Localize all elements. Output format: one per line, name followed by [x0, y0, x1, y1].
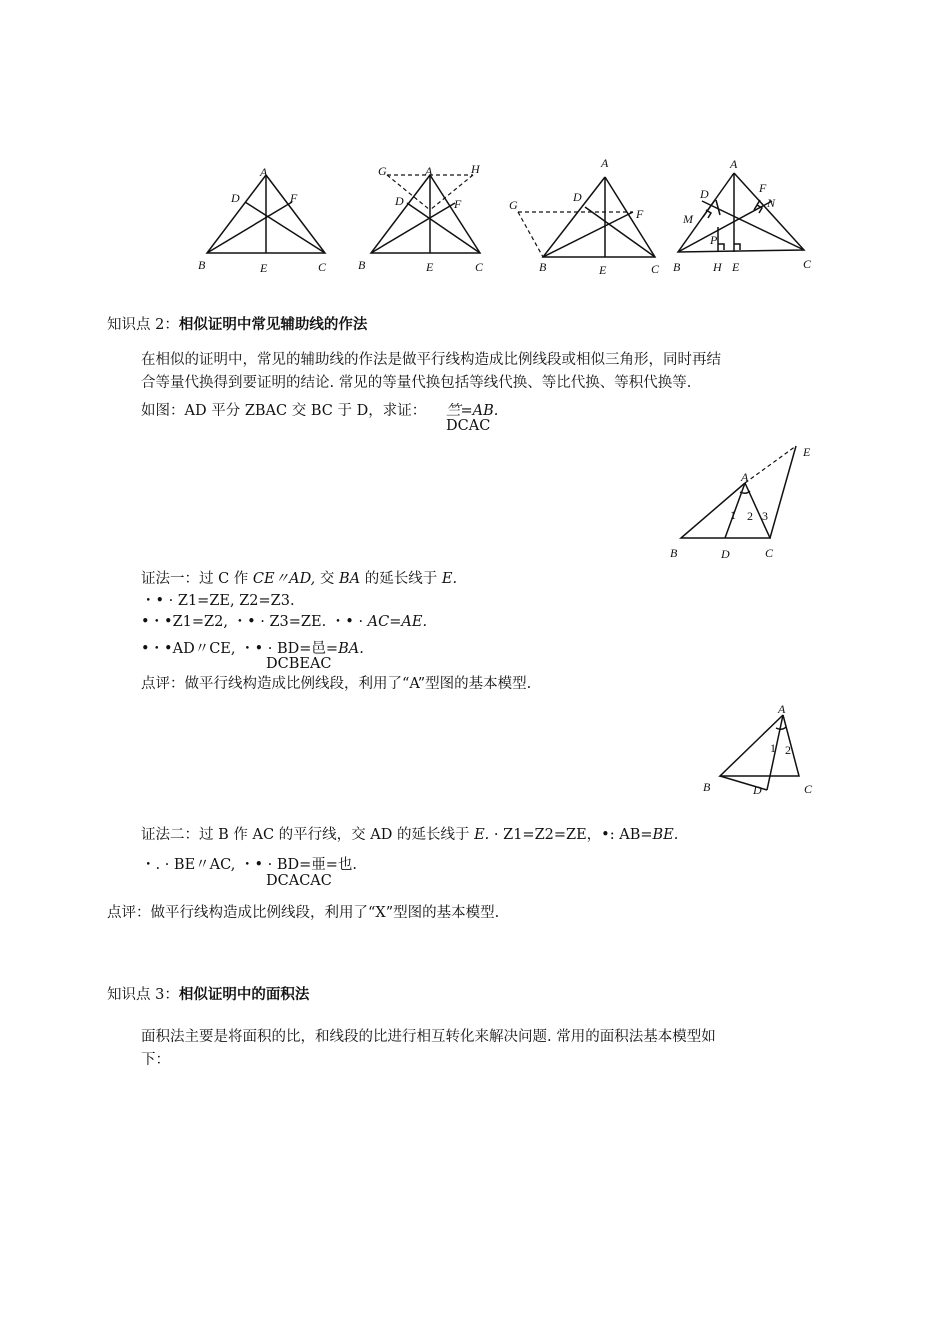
svg-text:H: H [471, 162, 480, 176]
svg-text:B: B [703, 780, 711, 794]
svg-text:C: C [651, 262, 660, 276]
figure-1-triangle-medians [195, 165, 345, 280]
svg-text:F: F [290, 191, 298, 205]
svg-text:A: A [260, 165, 268, 179]
svg-text:A: A [601, 156, 609, 170]
kp2-problem [141, 402, 426, 420]
method1-text-3: 的延长线于 [360, 571, 442, 587]
svg-text:C: C [804, 782, 813, 796]
svg-text:N: N [767, 196, 776, 210]
svg-text:B: B [198, 258, 206, 272]
svg-text:E: E [426, 260, 434, 274]
svg-text:E: E [260, 261, 268, 275]
figure-6-bisector-x-model [695, 700, 825, 820]
method1-line4-italic: BA. [338, 641, 364, 657]
svg-text:A: A [730, 157, 738, 171]
method1-line4-denominators: DCBEAC [266, 656, 332, 672]
method2-line2-denominators: DCACAC [266, 873, 332, 889]
kp2-intro-line2: 合等量代换得到要证明的结论. 常见的等量代换包括等线代换、等比代换、等积代换等. [141, 375, 692, 391]
svg-text:1: 1 [770, 741, 776, 755]
svg-text:G: G [378, 164, 387, 178]
svg-text:C: C [765, 546, 774, 560]
svg-text:P: P [710, 233, 718, 247]
svg-text:A: A [425, 164, 433, 178]
method1-line4-text: •・•AD〃CE, ・• · BD=邑= [141, 641, 339, 657]
svg-text:D: D [721, 547, 730, 561]
method1-parallel: CE〃AD, [252, 571, 316, 587]
svg-text:D: D [753, 783, 762, 797]
kp2-heading-prefix: 知识点 2： [107, 317, 179, 333]
method1-e: E. [441, 571, 458, 587]
svg-text:A: A [741, 470, 749, 484]
figure-2-triangle-parallel-top [355, 160, 505, 280]
svg-text:1: 1 [730, 508, 736, 522]
svg-text:B: B [358, 258, 366, 272]
method1-line1 [141, 570, 457, 588]
kp3-intro-line2: 下： [141, 1052, 170, 1068]
kp2-heading-title: 相似证明中常见辅助线的作法 [178, 317, 368, 333]
svg-text:F: F [454, 197, 462, 211]
svg-text:E: E [599, 263, 607, 277]
svg-text:E: E [732, 260, 740, 274]
method2-be: BE. [652, 827, 679, 843]
method2-line2: ・. · BE〃AC, ・• · BD=亜=也. [141, 857, 358, 873]
svg-text:E: E [803, 445, 811, 459]
svg-text:D: D [231, 191, 240, 205]
kp2-problem-fraction-numerator: 竺=AB. [446, 403, 499, 419]
method2-text-2: · Z1=Z2=ZE，•: AB= [489, 827, 653, 843]
svg-text:C: C [803, 257, 812, 271]
kp2-problem-fraction-denominator: DCAC [446, 418, 491, 434]
svg-text:B: B [539, 260, 547, 274]
figure-4-triangle-perpendiculars [670, 155, 820, 280]
svg-text:2: 2 [747, 509, 753, 523]
method1-line3-text: •・•Z1=Z2, ・• · Z3=ZE. ・• · [141, 614, 368, 630]
svg-text:3: 3 [762, 509, 768, 523]
svg-text:B: B [670, 546, 678, 560]
svg-text:D: D [573, 190, 582, 204]
svg-text:M: M [683, 212, 693, 226]
method1-text: 证法一：过 C 作 [141, 571, 253, 587]
svg-text:F: F [636, 207, 644, 221]
svg-text:F: F [759, 181, 767, 195]
svg-text:B: B [673, 260, 681, 274]
kp2-intro-line1: 在相似的证明中，常见的辅助线的作法是做平行线构造成比例线段或相似三角形，同时再结 [141, 352, 721, 368]
svg-text:G: G [509, 198, 518, 212]
svg-text:A: A [778, 702, 786, 716]
method1-text-2: 交 [315, 571, 340, 587]
method1-line3 [141, 613, 427, 631]
kp2-heading [107, 316, 367, 334]
kp2-problem-text: 如图：AD 平分 ZBAC 交 BC 于 D，求证： [141, 403, 427, 419]
kp3-heading-title: 相似证明中的面积法 [178, 987, 310, 1003]
figure-5-bisector-extension [668, 440, 828, 565]
method1-ba: BA [339, 571, 361, 587]
kp3-intro-line1: 面积法主要是将面积的比，和线段的比进行相互转化来解决问题. 常用的面积法基本模型如 [141, 1029, 716, 1045]
method2-line1 [141, 826, 678, 844]
method2-comment: 点评：做平行线构造成比例线段，利用了“X”型图的基本模型. [107, 905, 500, 921]
method2-e: E. [474, 827, 490, 843]
kp3-heading [107, 986, 309, 1004]
svg-text:C: C [318, 260, 327, 274]
svg-text:2: 2 [785, 743, 791, 757]
method1-comment: 点评：做平行线构造成比例线段，利用了“A”型图的基本模型. [141, 676, 532, 692]
svg-text:C: C [475, 260, 484, 274]
figure-3-triangle-parallel-side [505, 155, 670, 280]
method2-text: 证法二：过 B 作 AC 的平行线，交 AD 的延长线于 [141, 827, 475, 843]
svg-text:D: D [700, 187, 709, 201]
kp3-heading-prefix: 知识点 3： [107, 987, 179, 1003]
svg-text:D: D [395, 194, 404, 208]
method1-line3-italic: AC=AE. [367, 614, 428, 630]
svg-text:H: H [713, 260, 722, 274]
method1-line2: ・• · Z1=ZE, Z2=Z3. [141, 593, 295, 609]
